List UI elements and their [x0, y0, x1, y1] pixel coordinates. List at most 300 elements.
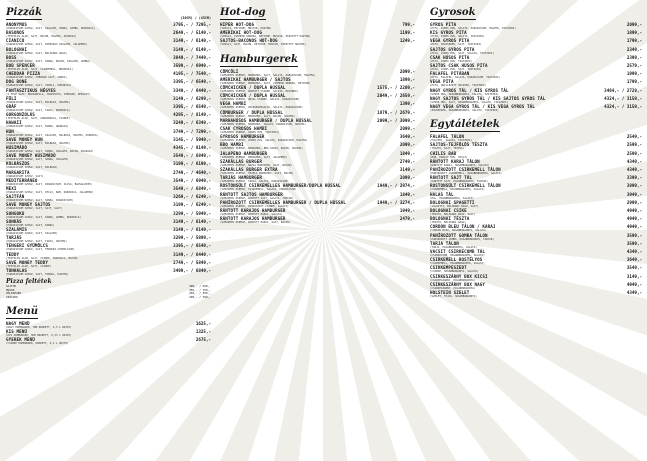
menu-item	[6, 202, 211, 210]
menu-item-price: 4949,-	[626, 281, 642, 287]
menu-item	[6, 243, 211, 251]
menu-item-price: 3149,- / 6299,-	[173, 95, 211, 101]
topping-label: ZÖLDSÉGEK	[6, 291, 22, 296]
menu-item-name: HÚSIMÁDÓ	[6, 145, 27, 151]
menu-item-name: SONGOKU	[6, 210, 25, 216]
menu-list	[6, 321, 211, 346]
menu-item-price: 1879,- / 2679,-	[377, 109, 415, 115]
menu-item-price: 4949,-	[626, 216, 642, 222]
menu-item	[6, 112, 211, 120]
menu-item-price: 3464,- / 2729,-	[604, 87, 642, 93]
menu-item-description: (SZEZÁMOS ZSEMLE, GYROS HÚS, SALÁTA, PARADICSOM, HAGYMA)	[220, 139, 308, 143]
menu-item	[6, 104, 211, 112]
menu-item-price: 1899,-	[399, 76, 415, 82]
menu-item-description: (VIRSLI, SAJT, BACON, KETCHUP, MUSTÁR, PIRÍTOTT HAGYMA)	[220, 43, 306, 47]
menu-item-name: SZAKÁLLAS BURGER EXTRA	[220, 167, 278, 173]
menu-item-name: FŰLI	[6, 95, 17, 101]
menu-item	[220, 192, 415, 200]
topping-price: 200,- / 350,-	[189, 294, 211, 299]
menu-item-name: KIS GYROS PITA	[430, 30, 467, 36]
menu-item-name: SAVE MONEY TEDDY	[6, 259, 48, 265]
menu-item-price: 3599,-	[626, 232, 642, 238]
menu-item-price: 1799,-	[626, 38, 642, 44]
menu-item	[6, 178, 211, 186]
menu-item-price: 4349,-	[626, 290, 642, 296]
menu-item-price: 4195,- / 7549,-	[173, 71, 211, 77]
menu-item-description: (PARADICSOM SZÓSZ, SAJT)	[6, 174, 44, 178]
menu-item-name: BOLOGNAI TÉSZTA	[430, 216, 470, 222]
menu-item-price: 3149,- / 6149,-	[173, 227, 211, 233]
menu-item	[220, 101, 415, 109]
menu-item-description: (SZEZÁMOS ZSEMLE, MARHAHÚS, SAJT, SALÁTA, PARADICSOM, HAGYMA)	[220, 73, 316, 77]
menu-item	[6, 235, 211, 243]
menu-item	[430, 175, 642, 183]
menu-item-price: 2749,- / 4649,-	[173, 169, 211, 175]
menu-item-description: (SZEZÁMOS ZSEMLE, GYROS HÚS, TZATZIKI)	[220, 131, 280, 135]
menu-item	[430, 282, 642, 290]
section-title-hotdog: Hot-dog	[220, 7, 266, 18]
menu-item	[220, 93, 415, 101]
menu-item-name: TONHALAS	[6, 268, 27, 274]
menu-item-price: 1949,-	[399, 208, 415, 214]
menu-item-description: (PARADICSOM SZÓSZ, SAJT, SZALÁMI)	[6, 232, 58, 236]
menu-item-description: (CSIRKECOMB, HASÁBBURGONYA, SALÁTA)	[430, 254, 485, 258]
menu-item-description: (PARADICSOM SZÓSZ, SAJT, PAPRIKÁS SZALÁMI, JALAPENO)	[6, 43, 88, 47]
column-gyros-dishes	[430, 0, 642, 461]
menu-item-name: KIS MENÜ	[6, 329, 27, 335]
menu-item-price: 3249,- / 6349,-	[173, 120, 211, 126]
menu-item-price: 3299,- / 5949,-	[173, 210, 211, 216]
menu-item-price: 3395,- / 6549,-	[173, 243, 211, 249]
menu-item-description: (TEJFÖLÖS ALAP, SAJT, CSIRKEMELL, BROKKOLI)	[6, 68, 74, 72]
menu-item-name: NAGY SAJTOS GYROS TÁL / KIS SAJTOS GYROS TÁL	[430, 95, 546, 101]
menu-item-name: HAWAII	[6, 120, 22, 126]
menu-item	[6, 120, 211, 128]
menu-item	[6, 252, 211, 260]
menu-item-description: (PARADICSOM SZÓSZ, SAJT, SONKA, PARADICSOM)	[6, 199, 74, 203]
menu-item-description: (TEJFÖLÖS ALAP, SAJT, BACON, HAGYMA, KOLBÁSZ)	[6, 35, 77, 39]
menu-item-name: HALAS TÁL	[430, 191, 454, 197]
menu-item-name: BOLOGNAI CSIKE	[430, 208, 467, 214]
menu-item-price: 3795,- / 7295,-	[173, 22, 211, 27]
hotdog-list	[220, 22, 415, 47]
menu-item-name: ROSTONSÜLT CSIRKEMELLES HAMBURGER/DUPLA HÚSSAL	[220, 183, 341, 189]
menu-item-name: BOLOGNAI SPAGETTI	[430, 199, 475, 205]
menu-item-description: (PITA, GYROS HÚS, SAJT, TZATZIKI)	[430, 68, 482, 72]
menu-item-price: 2999,-	[626, 199, 642, 205]
menu-item-description: (TÉSZTA, BOLOGNAI RAGU, SAJT)	[430, 213, 476, 217]
menu-item-name: TENGERI GYÜMÖLCS	[6, 243, 48, 249]
menu-item	[430, 55, 642, 63]
menu-item-price: 2049,- / 2659,-	[377, 93, 415, 99]
menu-item-description: (TÉSZTA, BOLOGNAI RAGU)	[430, 221, 466, 225]
menu-item	[6, 329, 211, 337]
menu-item-name: CHEDDAR PIZZA	[6, 71, 41, 77]
menu-item-price: 3749,- / 7299,-	[173, 128, 211, 134]
menu-item-description: (SZEZÁMOS ZSEMLE, GRILL CSIRKE, SALÁTA, PARADICSOM)	[220, 98, 300, 102]
menu-item-name: CSAK HÚSOS PITA	[430, 54, 470, 60]
menu-item-name: FANTASZTIKUS NÉGYES	[6, 87, 56, 93]
section-title-hamburgerek: Hamburgerek	[220, 53, 298, 65]
menu-item-description: (SZEZÁMOS ZSEMLE, TARJA, SALÁTA, PARADICSOM)	[220, 180, 289, 184]
menu-item-description: (PARADICSOM SZÓSZ, SAJT, KOLBÁSZ, HAGYMA)	[6, 141, 71, 145]
menu-item-description: (PARADICSOM SZÓSZ, SAJT, SZALÁMI, SONKA, GOMBA, KUKORICA)	[6, 27, 96, 30]
menu-item-price: 2549,-	[626, 134, 642, 140]
section-title-egytaletelek: Egytálételek	[430, 119, 500, 131]
menu-item	[430, 104, 642, 112]
menu-item	[430, 79, 642, 87]
menu-item-name: GYROSOS HAMBURGER	[220, 134, 265, 140]
menu-item-name: RÁNTOTT SAJT TÁL	[430, 175, 472, 181]
menu-item	[430, 200, 642, 208]
menu-item-name: CSAK CYROSOS HAMBI	[220, 126, 268, 132]
menu-item-name: SONKÁS	[6, 218, 22, 224]
pizza-size-header: (30CM) / (45CM)	[180, 16, 211, 20]
menu-item	[6, 63, 211, 71]
topping-row	[6, 296, 211, 299]
menu-item	[6, 137, 211, 145]
menu-item-name: NAGY GYROS TÁL / KIS GYROS TÁL	[430, 87, 509, 93]
menu-item-description: (PITA, ZÖLDSÉGEK, SAJT, TZATZIKI)	[430, 43, 482, 47]
menu-item-price: 1399,-	[399, 101, 415, 107]
menu-item-price: 2099,-	[399, 68, 415, 74]
menu-item-price: 3349,- / 6449,-	[173, 87, 211, 93]
menu-item-description: (SZEZÁMOS ZSEMLE, DUPLA MARHAHÚS, SAJT, BACON)	[220, 163, 292, 167]
menu-item-name: GRÁF	[6, 104, 17, 110]
menu-item-price: 4324,- / 3159,-	[604, 104, 642, 110]
section-title-gyrosok: Gyrosok	[430, 7, 476, 18]
menu-item-description: (PARADICSOM SZÓSZ, SAJT, SONKA, SZALÁMI, BACON, KOLBÁSZ)	[6, 150, 94, 154]
menu-item-price: 1849,-	[399, 150, 415, 156]
menu-item-price: 1249,-	[399, 38, 415, 44]
menu-item-price: 3499,- / 6849,-	[173, 268, 211, 274]
section-title-pizza-feltetek: Pizza feltétek	[6, 278, 52, 286]
menu-item-name: RÁNTOTT SAJTOS HAMBURGER	[220, 191, 283, 197]
menu-item-price: 799,-	[402, 22, 415, 27]
menu-item-name: VEGA GYROS PITA	[430, 38, 470, 44]
menu-item	[220, 134, 415, 142]
column-hotdog-burger	[220, 0, 415, 461]
menu-item-description: (PANÍROZOTT CSIRKEMELL, HASÁBBURGONYA, SALÁTA)	[430, 172, 502, 176]
menu-item-name: SAJTOS-BACONOS HOT-DOG	[220, 38, 278, 44]
menu-item-name: RÁNTOTT KARAJOS HAMBURGER	[220, 216, 286, 222]
menu-item-description: (SZEZÁMOS ZSEMLE, ZÖLDSÉGPOGÁCSA, SALÁTA, PARADICSOM)	[220, 106, 303, 110]
menu-item-price: 1625,-	[195, 320, 211, 326]
menu-item	[430, 208, 642, 216]
menu-item-description: (PITA, GYROS HÚS, SALÁTA, PARADICSOM, HAGYMA, TZATZIKI)	[430, 27, 516, 30]
menu-item	[6, 268, 211, 276]
menu-item	[220, 38, 415, 46]
menu-item-description: (PARADICSOM SZÓSZ, SAJT, PARADICSOM, OLÍVA, BAZSALIKOM)	[6, 182, 92, 186]
menu-item-name: CSIRKEMELL ROSTÉLYOS	[430, 257, 483, 263]
menu-item-name: TARJÁS HAMBURGER	[220, 175, 262, 181]
menu-item-name: DOG BONE	[6, 79, 27, 85]
menu-item-description: (SZEZÁMOS ZSEMLE, MARHAHÚS, SAJT, CSEMEGE UBORKA, KETCHUP)	[220, 81, 311, 85]
menu-item	[220, 110, 415, 118]
menu-item-name: NAGY MENÜ	[6, 320, 30, 326]
menu-item	[6, 38, 211, 46]
menu-item-price: 2349,-	[626, 46, 642, 52]
menu-item-name: CORDON BLEU TÁLON / KARAJ	[430, 224, 496, 230]
menu-item	[430, 63, 642, 71]
menu-item	[220, 118, 415, 126]
menu-item-description: (SZEZÁMOS ZSEMLE, MARHAHÚS, BBQ SZÓSZ, BACON, HAGYMA)	[220, 147, 303, 151]
menu-item-name: GYEREK MENÜ	[6, 337, 35, 343]
menu-item	[6, 129, 211, 137]
menu-item-name: SZALÁMIS	[6, 227, 27, 233]
menu-item-price: 1949,- / 3274,-	[377, 199, 415, 205]
menu-item-price: 4949,-	[626, 224, 642, 230]
topping-label: HÚSOK	[6, 287, 15, 292]
section-title-pizzak: Pizzák	[6, 7, 43, 18]
menu-item-price: 2599,-	[626, 150, 642, 156]
menu-item-description: (SZEZÁMOS ZSEMLE, RÁNTOTT KARAJ, SAJT, BACON)	[220, 221, 291, 225]
column-pizza	[6, 0, 211, 461]
menu-item-name: PANÍROZOTT CSIRKEMELL TÁLON	[430, 167, 501, 173]
menu-item-price: 1999,-	[626, 71, 642, 77]
menu-item-description: (PARADICSOM SZÓSZ, SAJT, KOLBÁSZ, HAGYMA)	[6, 100, 71, 104]
menu-item	[220, 77, 415, 85]
menu-item-name: ANONYMUS	[6, 22, 27, 27]
menu-item-name: GORGONZOLÁS	[6, 112, 35, 118]
menu-item	[430, 290, 642, 298]
menu-item-description: (TEJFÖLÖS ALAP, SAJT, GORGONZOLA, CSIRKE)	[6, 117, 71, 121]
menu-item-name: CSIKKEMPESZEDT	[430, 265, 467, 271]
menu-item	[430, 47, 642, 55]
menu-item-name: VEGA HAMBI	[220, 101, 247, 107]
menu-item-description: (PARADICSOM SZÓSZ, SAJT, SAJT, SAJT)	[6, 207, 63, 211]
menu-item-description: (PANÍROZOTT GOMBA, HASÁBBURGONYA, TARTÁR)	[430, 237, 495, 241]
menu-item	[430, 142, 642, 150]
menu-item-description: (PARADICSOM SZÓSZ, SAJT, KOLBÁSZ)	[6, 166, 58, 170]
menu-item-description: (PARADICSOM SZÓSZ, SAJT, TARJA, HAGYMA)	[6, 240, 67, 244]
menu-item	[430, 183, 642, 191]
menu-item-price: 3149,- / 6149,-	[173, 46, 211, 52]
gyros-list	[430, 22, 642, 112]
menu-item-description: (SZEZÁMOS ZSEMLE, MARHAHÚS, SALÁTA, PARADICSOM, HAGYMA)	[220, 122, 306, 126]
menu-item-name: HIPER HOT-DOG	[220, 22, 255, 27]
one-dish-list	[430, 134, 642, 298]
menu-item-description: (SZEZÁMOS ZSEMLE, RÁNTOTT SAJT, SALÁTA, TARTÁR)	[220, 196, 294, 200]
menu-item	[430, 30, 642, 38]
menu-item-price: 2649,- / 5149,-	[173, 30, 211, 36]
menu-item-description: (VIRSLI, CSEMEGE UBORKA, KETCHUP, MUSTÁR, PIRÍTOTT HAGYMA)	[220, 35, 311, 39]
menu-item-description: (PARADICSOM SZÓSZ, SAJT, SZALÁMI, KOLBÁSZ, HAGYMA, PAPRIKA)	[6, 133, 99, 137]
menu-item	[6, 170, 211, 178]
menu-item-price: 4345,- / 8149,-	[173, 145, 211, 151]
menu-item-description: (CSIRKESZÁRNY, HASÁBBURGONYA)	[430, 278, 476, 282]
menu-item-name: PANÍROZOTT GOMBA TÁLON	[430, 232, 488, 238]
menu-item	[430, 71, 642, 79]
menu-item-description: (TEJFÖLÖS ALAP, SAJT, CSIRKE)	[6, 264, 52, 268]
menu-item-price: 1899,-	[626, 30, 642, 36]
menu-item-name: BOSS	[6, 54, 17, 60]
menu-item	[430, 159, 642, 167]
menu-item-description: (RÁNTOTT KARAJ, HASÁBBURGONYA, SALÁTA)	[430, 163, 490, 167]
menu-item-price: 2579,-	[626, 63, 642, 69]
menu-item-price: 2749,-	[399, 158, 415, 164]
menu-item-description: (TEJFÖLÖS ALAP, SAJT, CSIRKE, KUKORICA, BACON)	[6, 256, 78, 260]
menu-item-price: 3849,- / 7449,-	[173, 54, 211, 60]
menu-item	[6, 55, 211, 63]
menu-item-description: (PARADICSOM SZÓSZ, SAJT, SONKA, BACON, SZALÁMI, GOMBA)	[6, 59, 91, 63]
menu-item-price: 3599,- / 6949,-	[173, 63, 211, 69]
menu-item	[220, 142, 415, 150]
menu-item-name: CSIRKESZÁRNY BOX NAGY	[430, 281, 486, 287]
menu-item-name: RÁNTOTT KARAJOS HAMBURGER	[220, 208, 286, 214]
menu-item	[220, 85, 415, 93]
menu-item-description: (PARADICSOM SZÓSZ, SAJT, TONHAL, HAGYMA)	[6, 273, 69, 277]
menu-item-description: (SZEZÁMOS ZSEMLE, RÁNTOTT CSIRKE, SALÁTA, MAJONÉZ)	[220, 90, 299, 94]
menu-item-price: 2479,-	[399, 216, 415, 222]
menu-item-description: (SPAGETTI, BOLOGNAI RAGU, SAJT)	[430, 204, 479, 208]
menu-item	[220, 126, 415, 134]
menu-item-price: 3649,-	[626, 257, 642, 263]
menu-item-name: MEXI	[6, 186, 17, 192]
menu-item-description: (PARADICSOM SZÓSZ, CHEDDAR SAJT, SONKA)	[6, 76, 67, 80]
menu-item-price: 3399,-	[626, 175, 642, 181]
menu-item-description: (PITA, GRILLEZETT ZÖLDSÉG, TZATZIKI)	[430, 84, 487, 88]
menu-item	[6, 96, 211, 104]
menu-item-description: (SZEZÁMOS ZSEMLE, MARHAHÚS, SAJT, JALAPENO)	[220, 155, 288, 159]
menu-item	[430, 192, 642, 200]
menu-item	[6, 219, 211, 227]
menu-item-description: (SZEZÁMOS ZSEMLE, CSIRKEMELL, SALÁTA, PARADICSOM)	[220, 188, 297, 192]
menu-item-price: 2099,- / 3099,-	[377, 117, 415, 123]
menu-item-name: GYROS PITA	[430, 22, 457, 27]
menu-item-price: 2099,-	[399, 175, 415, 181]
menu-item-description: (PITA, GYROS HÚS, TZATZIKI)	[430, 59, 473, 63]
menu-item-name: MARGARITA	[6, 169, 30, 175]
menu-item-price: 3549,-	[626, 265, 642, 271]
menu-item-name: AMERIKAI HAMBURGER / SAJTOS	[220, 76, 291, 82]
section-title-menu: Menü	[6, 305, 38, 317]
menu-item-description: (PITA, FALAFEL, SALÁTA, PARADICSOM, TZATZIKI)	[430, 76, 501, 80]
menu-item-description: (PARADICSOM SZÓSZ, SAJT, TARJA, KUKORICA)	[6, 109, 71, 113]
menu-item-price: 3149,- / 6149,-	[173, 218, 211, 224]
menu-item-price: 2099,-	[626, 22, 642, 27]
menu-item-name: CÖMBURGER / DUPLA HÚSSAL	[220, 109, 283, 115]
topping-price: 400,- / 650,-	[189, 284, 211, 289]
menu-item-price: 3549,- / 6849,-	[173, 186, 211, 192]
menu-item	[6, 260, 211, 268]
menu-item-description: (SZEZÁMOS ZSEMLE, TRIPLA MARHAHÚS, SAJT, BACON)	[220, 172, 294, 176]
menu-item-name: BBQ HAMBI	[220, 142, 244, 148]
menu-item-price: 3145,- / 5949,-	[173, 136, 211, 142]
menu-item-price: 3269,- / 6249,-	[173, 194, 211, 200]
menu-item-name: VEGA PITA	[430, 79, 454, 85]
menu-item-description: (SZEZÁMOS ZSEMLE, RÁNTOTT KARAJ, SALÁTA)	[220, 213, 283, 217]
menu-item-description: (CSIRKESZÁRNY, HASÁBBURGONYA)	[430, 286, 476, 290]
menu-item-description: (RÁNTOTT SAJT, HASÁBBURGONYA, TARTÁR)	[430, 180, 488, 184]
menu-item	[430, 134, 642, 142]
menu-item	[430, 38, 642, 46]
menu-item-name: AMERIKAI HOT-DOG	[220, 30, 262, 36]
menu-item-description: (SZEZÁMOS ZSEMLE, MARHAHÚS, SAJT, BACON, HAGYMA)	[220, 114, 295, 118]
menu-item-price: 3395,- / 6549,-	[173, 104, 211, 110]
menu-item	[6, 211, 211, 219]
menu-item	[430, 274, 642, 282]
menu-item-price: 4949,-	[626, 208, 642, 214]
menu-item	[430, 96, 642, 104]
menu-item	[220, 69, 415, 77]
menu-item-price: 1949,- / 2974,-	[377, 183, 415, 189]
menu-item-description: (TÉSZTA, SAJT, TEJFÖL)	[430, 147, 465, 151]
topping-price: 250,- / 450,-	[189, 291, 211, 296]
menu-item-price: 3549,- / 6949,-	[173, 177, 211, 183]
menu-item	[220, 22, 415, 30]
menu-item-price: 2599,-	[626, 142, 642, 148]
menu-item	[430, 22, 642, 30]
menu-item	[6, 22, 211, 30]
menu-item-description: (CSIRKEMELL, HASÁBBURGONYA, SALÁTA)	[430, 262, 485, 266]
menu-item-price: 2099,-	[399, 142, 415, 148]
menu-item	[220, 208, 415, 216]
menu-item-name: SZAKÁLLAS BURGER	[220, 158, 262, 164]
pizza-topping-list	[6, 285, 211, 299]
menu-item-price: 4349,-	[626, 167, 642, 173]
menu-item-price: 3549,- / 6849,-	[173, 153, 211, 159]
menu-item-name: SAVE MONEY SAJTOS	[6, 202, 51, 208]
menu-item-description: (PITA, GYROS HÚS, SALÁTA, TZATZIKI)	[430, 35, 485, 39]
menu-item-description: (4 FÉLE SAJT: MOZZARELLA, TRAPPISTA, CHEDDAR, KÉKSAJT)	[6, 92, 91, 96]
menu-item-name: HOLSTEIN SZELET	[430, 290, 470, 296]
menu-item-description: (KIS HAMBURGER, 5DB KROKETT, 0,33 L ÜDÍTŐ)	[6, 334, 72, 338]
menu-item-price: 3199,- / 6249,-	[173, 202, 211, 208]
menu-item	[430, 241, 642, 249]
menu-item-description: (GYROS HÚS, HASÁBBURGONYA, SALÁTA, TZATZIKI)	[430, 92, 499, 96]
menu-item-price: 4349,-	[626, 158, 642, 164]
menu-item-description: (PITA, GYROS HÚS, SAJT, SALÁTA, TZATZIKI)	[430, 51, 495, 55]
menu-item	[430, 167, 642, 175]
menu-item-price: 3599,-	[626, 240, 642, 246]
menu-item-price: 2399,-	[626, 54, 642, 60]
menu-item-price: 3395,- / 6549,-	[173, 79, 211, 85]
menu-item-name: TEDDY	[6, 251, 20, 257]
menu-item-name: CIANICO	[6, 38, 25, 44]
menu-item-price: 1325,-	[195, 329, 211, 335]
menu-item-name: FALAFEL PITÁBAN	[430, 71, 470, 77]
menu-item-name: CÖMCÖLI	[220, 68, 239, 74]
menu-item-name: CHILIS BAB	[430, 150, 457, 156]
menu-item	[220, 151, 415, 159]
menu-item-price: 3199,- / 6199,-	[173, 161, 211, 167]
menu-item	[430, 216, 642, 224]
menu-item-description: (NAGY HAMBURGER, 7DB KROKETT, 0,5 L ÜDÍTŐ)	[6, 325, 72, 329]
menu-item	[6, 337, 211, 345]
menu-item-price: 3149,- / 6449,-	[173, 251, 211, 257]
menu-item	[220, 30, 415, 38]
topping-price: 450,- / 750,-	[189, 287, 211, 292]
menu-item	[220, 175, 415, 183]
pizza-section-header	[6, 0, 211, 22]
menu-item-description: (PARADICSOM SZÓSZ, SAJT, CHILI, BAB, KUKORICA, JALAPENO)	[6, 191, 94, 195]
menu-item	[430, 233, 642, 241]
menu-item-description: (VIRSLI, KETCHUP, MUSTÁR, HAGYMA)	[220, 27, 272, 30]
topping-label: SZÓSZOK	[6, 294, 18, 299]
menu-item-description: (CSIRKE HAMBURGER, KROKETT, 0,2 L ÜDÍTŐ)	[6, 342, 69, 346]
menu-item-name: SAVE MONEY HÚSIMÁDÓ	[6, 153, 56, 159]
menu-item-name: VACSIT CSIRKECOMB TÁL	[430, 249, 486, 255]
menu-item-price: 3149,- / 6149,-	[173, 38, 211, 44]
menu-item-name: CÖMCHICKEN / DUPLA HÚSSAL	[220, 85, 286, 91]
menu-item-name: BOB SPENCER	[6, 63, 35, 69]
menu-item-name: MARHAHÚSOS HAMBURGER / DUPLA HÚSSAL	[220, 117, 312, 123]
menu-item-name: JALAPENO HAMBURGER	[220, 150, 268, 156]
menu-item	[6, 161, 211, 169]
menu-item-description: (FALAFEL, SALÁTA, TZATZIKI)	[430, 139, 473, 143]
menu-item-price: 3149,-	[399, 167, 415, 173]
